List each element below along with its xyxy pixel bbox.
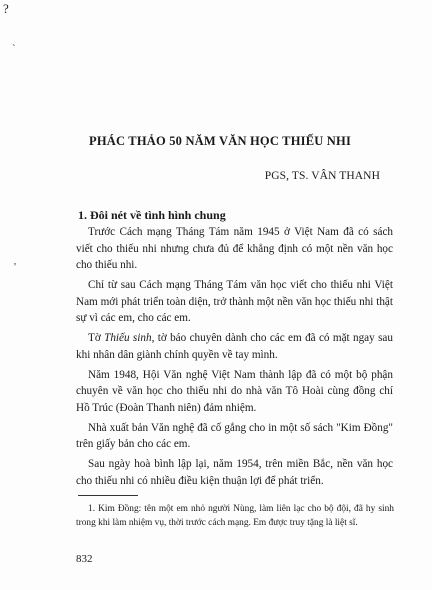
corner-mark: ? [3, 1, 9, 16]
page-title: PHÁC THẢO 50 NĂM VĂN HỌC THIẾU NHI [88, 134, 352, 148]
paragraph-5: Nhà xuất bản Văn nghệ đã cố gắng cho in một số sách "Kim Đồng" trên giấy bản cho các em. [76, 421, 393, 451]
paragraph-3-prefix: Tờ [88, 332, 105, 345]
author-line: PGS, TS. VÂN THANH [264, 170, 380, 182]
paragraph-1: Trước Cách mạng Tháng Tám năm 1945 ở Việt Nam đã có sách viết cho thiếu nhi nhưng chưa đủ để khẳng định có một nền văn học cho thiếu nhi. [76, 226, 393, 272]
newspaper-name: Thiếu sinh [104, 332, 152, 345]
paragraph-2: Chỉ từ sau Cách mạng Tháng Tám văn học viết cho thiếu nhi Việt Nam mới phát triển toàn diện, trở thành một nền văn học thiếu nhi thật sự vì các em, cho các em. [76, 279, 393, 325]
paragraph-4: Năm 1948, Hội Văn nghệ Việt Nam thành lập đã có một bộ phận chuyên về văn học cho thiếu nhi do nhà văn Tô Hoài cùng đồng chí Hồ Trúc (Đoàn Thanh niên) đảm nhiệm. [76, 368, 393, 414]
paragraph-3 [76, 330, 393, 363]
paragraph-6: Sau ngày hoà bình lập lại, năm 1954, trên miền Bắc, nền văn học cho thiếu nhi có nhiều điều kiện thuận lợi để phát triển. [76, 458, 393, 487]
body-text [76, 224, 393, 493]
footnote-divider [78, 495, 138, 496]
paragraph-3-suffix: , tờ báo chuyên dành cho các em đã có mặt ngay sau khi nhân dân giành chính quyền về tay mình. [76, 332, 393, 361]
page-number: 832 [76, 553, 93, 565]
side-mark-top: ` [12, 43, 16, 55]
side-mark-middle: ' [14, 261, 16, 273]
section-heading: 1. Đôi nét về tình hình chung [78, 208, 226, 222]
footnote: 1. Kim Đồng: tên một em nhỏ người Nùng, làm liên lạc cho bộ đội, đã hy sinh trong khi làm nhiệm vụ, thời trước cách mạng. Em được truy tặng là liệt sĩ. [76, 504, 394, 528]
